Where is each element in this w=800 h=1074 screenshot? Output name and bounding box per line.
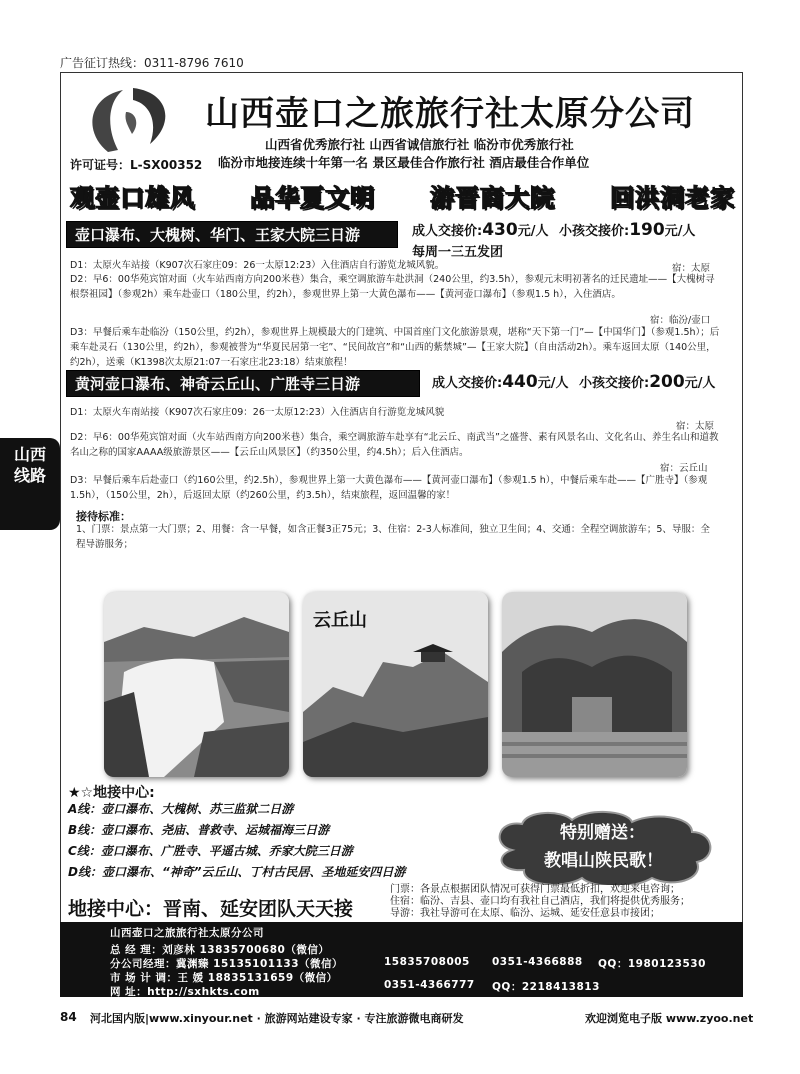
route2-title: 黄河壶口瀑布、神奇云丘山、广胜寺三日游 bbox=[66, 370, 420, 397]
note-lodging: 住宿：临汾、吉县、壶口均有我社自己酒店，我们将提供优秀服务； bbox=[390, 896, 690, 907]
side-tab-line1: 山西 bbox=[13, 445, 46, 464]
slogan: 观壶口雄风 bbox=[70, 184, 195, 212]
contact-phone2: 0351-4366888 bbox=[492, 956, 583, 968]
gift-line1: 特别赠送： bbox=[560, 823, 645, 843]
contact-phone1: 15835708005 bbox=[384, 956, 470, 968]
route2-prices bbox=[432, 372, 715, 392]
standard-text: 1、门票：景点第一大门票；2、用餐：含一早餐，如含正餐3正75元；3、住宿：2-3人标准间，独立卫生间；4、交通：全程空调旅游车；5、导服：全程导游服务； bbox=[76, 524, 710, 550]
route2-child-price: 200 bbox=[649, 372, 685, 392]
route1-schedule: 每周一三五发团 bbox=[412, 245, 504, 260]
footer-right: 欢迎浏览电子版 www.zyoo.net bbox=[585, 1012, 754, 1025]
gift-line2: 教唱山陕民歌！ bbox=[544, 851, 663, 871]
note-guides: 导游：我社导游可在太原、临汾、运城、延安任意县市接团； bbox=[390, 908, 660, 919]
route2-day1-stay: 宿：太原 bbox=[676, 421, 715, 432]
route2-adult-label: 成人交接价: bbox=[432, 376, 503, 391]
page-number: 84 bbox=[60, 1010, 77, 1024]
route2-day3: D3：早餐后乘车后赴壶口（约160公里，约2.5h），参观世界上第一大黄色瀑布——【黄河壶口瀑布】（参观1.5 h），中餐后乘车赴——【广胜寺】（参观1.5h），（150公里，2h），后返回太原（约260公里，约3.5h），结束旅程，返回温馨的家！ bbox=[70, 475, 708, 501]
route1-day1: D1：太原火车站接（K907次石家庄09：26一太原12:23）入住酒店自行游览龙城风貌。 bbox=[70, 260, 445, 271]
contact-gm: 总 经 理：刘彦林 13835700680（微信） bbox=[110, 944, 330, 956]
route1-day3: D3：早餐后乘车赴临汾（150公里，约2h），参观世界上规模最大的门建筑、中国首座门文化旅游景观，堪称“天下第一门”—【中国华门】（参观1.5h）；后乘车赴灵石（130公里，约2h），参观被誉为“华夏民居第一宅”、“民间故宫”和“山西的紫禁城”—【王家大院】（自由活动2h）。乘车返回太原（140公里，约2h），送乘（K1398次太原21:07一石家庄北23:18）结束旅程！ bbox=[70, 327, 720, 368]
contact-qq2: QQ：2218413813 bbox=[492, 981, 600, 993]
company-name: 山西壶口之旅旅行社太原分公司 bbox=[205, 94, 695, 134]
contact-market: 市 场 计 调：王 媛 18835131659（微信） bbox=[110, 972, 338, 984]
route1-day1-stay: 宿：太原 bbox=[672, 263, 711, 274]
contact-branch: 分公司经理：冀渊臻 15135101133（微信） bbox=[110, 958, 344, 970]
route1-day2-stay: 宿：临汾/壶口 bbox=[650, 315, 711, 326]
slogan: 回洪洞老家 bbox=[610, 184, 735, 212]
route2-adult-price: 440 bbox=[502, 372, 538, 392]
side-tab bbox=[0, 438, 60, 530]
dijie-line-d: D线：壶口瀑布、“神奇”云丘山、丁村古民居、圣地延安四日游 bbox=[68, 865, 406, 879]
contact-block bbox=[60, 922, 743, 997]
dayuan-photo bbox=[502, 592, 687, 777]
route2-adult-unit: 元/人 bbox=[537, 376, 569, 391]
route2-day2: D2：早6：00华苑宾馆对面（火车站西南方向200米巷）集合，乘空调旅游车赴享有“北云丘、南武当”之盛誉、素有风景名山、文化名山、养生名山和道教名山之称的国家AAAA级旅游景区——【云丘山风景区】（约350公里，约4.5h）；后入住酒店。 bbox=[70, 432, 719, 458]
yunqiu-photo bbox=[303, 592, 488, 777]
dijie-title: ★☆地接中心: bbox=[68, 785, 155, 801]
waterfall-photo bbox=[104, 592, 289, 777]
route1-child-price: 190 bbox=[629, 220, 665, 240]
standard-title: 接待标准： bbox=[76, 510, 131, 523]
route1-adult-label: 成人交接价: bbox=[412, 224, 483, 239]
slogan: 品华夏文明 bbox=[250, 184, 375, 212]
contact-phone3: 0351-4366777 bbox=[384, 979, 475, 991]
contact-company: 山西壶口之旅旅行社太原分公司 bbox=[110, 927, 264, 939]
license-number: 许可证号：L-SX00352 bbox=[70, 158, 203, 172]
route1-child-unit: 元/人 bbox=[664, 224, 696, 239]
route1-day2: D2：早6：00华苑宾馆对面（火车站西南方向200米巷）集合，乘空调旅游车赴洪洞（240公里，约3.5h），参观元末明初著名的迁民遗址——【大槐树寻根祭祖园】（参观2h）乘车赴壶口（180公里，约2h），参观世界上第一大黄色瀑布——【黄河壶口瀑布】（参观1.5 h），入住酒店。 bbox=[70, 274, 715, 300]
notes bbox=[390, 884, 690, 920]
dijie-line-a: A线：壶口瀑布、大槐树、苏三监狱二日游 bbox=[68, 802, 294, 816]
yunqiu-label: 云丘山 bbox=[313, 610, 367, 631]
dijie-bottom: 地接中心：晋南、延安团队天天接 bbox=[68, 898, 354, 920]
route2-child-label: 小孩交接价: bbox=[578, 376, 650, 391]
contact-qq1: QQ：1980123530 bbox=[598, 958, 706, 970]
route1-title: 壶口瀑布、大槐树、华门、王家大院三日游 bbox=[66, 221, 398, 248]
route1-prices bbox=[412, 220, 695, 240]
company-honors-line1: 山西省优秀旅行社 山西省诚信旅行社 临汾市优秀旅行社 bbox=[265, 137, 574, 152]
note-tickets: 门票：各景点根据团队情况可获得门票最低折扣，欢迎来电咨询； bbox=[390, 884, 680, 895]
contact-web: 网 址：http://sxhkts.com bbox=[110, 986, 260, 998]
route1-child-label: 小孩交接价: bbox=[558, 224, 630, 239]
side-tab-line2: 线路 bbox=[13, 466, 46, 485]
slogan-row bbox=[70, 178, 735, 213]
company-honors-line2: 临汾市地接连续十年第一名 景区最佳合作旅行社 酒店最佳合作单位 bbox=[218, 155, 590, 170]
route2-day2-stay: 宿：云丘山 bbox=[660, 463, 708, 474]
footer-left: 河北国内版|www.xinyour.net · 旅游网站建设专家 · 专注旅游微电商研发 bbox=[90, 1012, 464, 1025]
dijie-line-b: B线：壶口瀑布、尧庙、普救寺、运城福海三日游 bbox=[68, 823, 330, 837]
route2-day1: D1：太原火车南站接（K907次石家庄09：26一太原12:23）入住酒店自行游览龙城风貌 bbox=[70, 407, 445, 418]
route1-adult-unit: 元/人 bbox=[517, 224, 549, 239]
company-logo-icon bbox=[78, 82, 178, 157]
route1-adult-price: 430 bbox=[482, 220, 518, 240]
route2-child-unit: 元/人 bbox=[684, 376, 716, 391]
dijie-line-c: C线：壶口瀑布、广胜寺、平遥古城、乔家大院三日游 bbox=[68, 844, 353, 858]
ad-hotline: 广告征订热线：0311-8796 7610 bbox=[60, 56, 244, 70]
slogan: 游晋商大院 bbox=[430, 184, 555, 212]
